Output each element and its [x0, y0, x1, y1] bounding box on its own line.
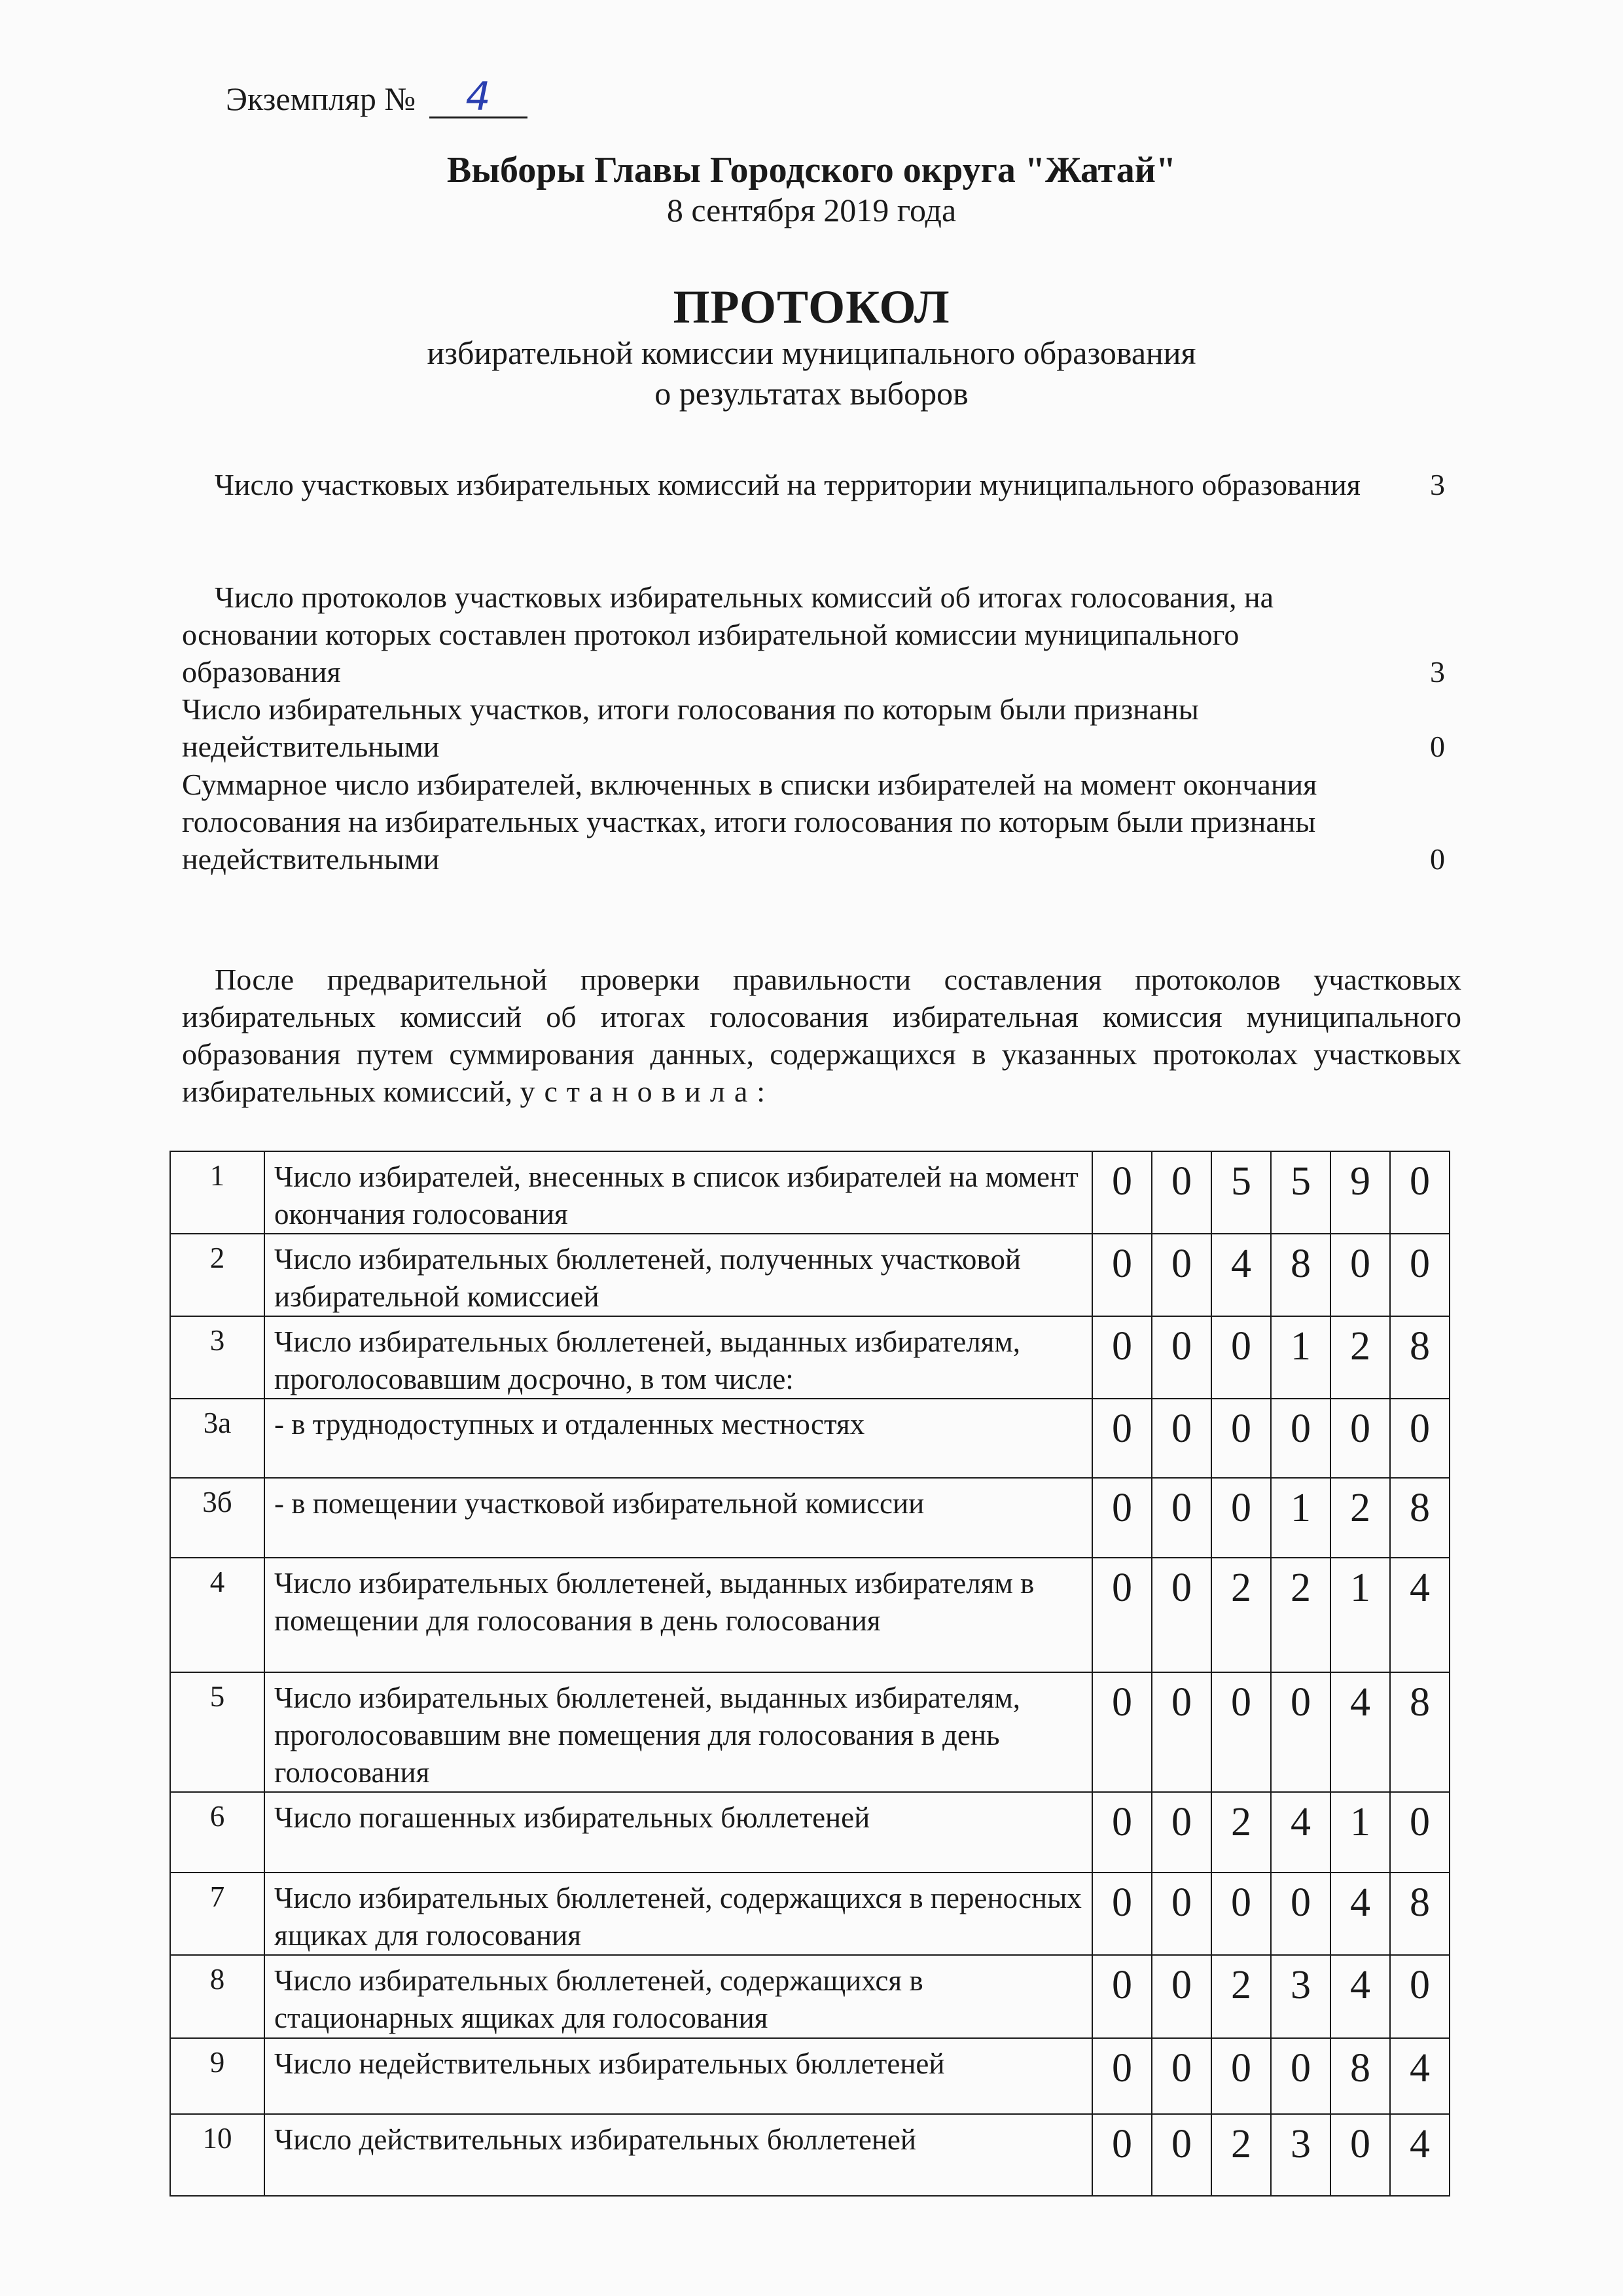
digit-cell: 0 [1390, 1151, 1450, 1234]
results-table [169, 1151, 1450, 2197]
digit-cell: 0 [1152, 1672, 1211, 1792]
digit-cell: 8 [1330, 2038, 1390, 2114]
digit-cell: 1 [1330, 1792, 1390, 1873]
digit-cell: 9 [1330, 1151, 1390, 1234]
row-label: Число избирателей, внесенных в список избирателей на момент окончания голосования [264, 1151, 1092, 1234]
digit-cell: 0 [1092, 2038, 1152, 2114]
document-subtitle-line-1: избирательной комиссии муниципального образования [427, 334, 1196, 371]
row-number: 3а [170, 1399, 264, 1478]
digit-cell: 0 [1092, 1672, 1152, 1792]
digit-cell: 0 [1152, 1399, 1211, 1478]
digit-cell: 0 [1092, 1792, 1152, 1873]
digit-cell: 2 [1211, 2114, 1271, 2196]
row-number: 2 [170, 1234, 264, 1316]
row-number: 10 [170, 2114, 264, 2196]
digit-cell: 2 [1330, 1316, 1390, 1399]
row-number: 3 [170, 1316, 264, 1399]
digit-cell: 5 [1211, 1151, 1271, 1234]
stat-text: Число протоколов участковых избирательных комиссий об итогах голосования, на основании которых составлен протокол избирательной комиссии муниципального образования [182, 581, 1274, 689]
digit-cell: 0 [1092, 1478, 1152, 1558]
election-date: 8 сентября 2019 года [666, 192, 957, 228]
digit-cell: 8 [1390, 1672, 1450, 1792]
table-row [170, 1873, 1450, 1955]
row-label: Число погашенных избирательных бюллетеней [264, 1792, 1092, 1873]
digit-cell: 0 [1211, 1316, 1271, 1399]
digit-cell: 0 [1152, 1151, 1211, 1234]
table-row [170, 1558, 1450, 1672]
digit-cell: 0 [1330, 1399, 1390, 1478]
row-label: Число действительных избирательных бюллетеней [264, 2114, 1092, 2196]
copy-number-line [226, 74, 527, 120]
digit-cell: 0 [1152, 1955, 1211, 2038]
stat-value: 3 [1430, 468, 1445, 501]
digit-cell: 0 [1211, 1478, 1271, 1558]
digit-cell: 8 [1271, 1234, 1330, 1316]
digit-cell: 5 [1271, 1151, 1330, 1234]
digit-cell: 0 [1211, 1399, 1271, 1478]
digit-cell: 2 [1330, 1478, 1390, 1558]
digit-cell: 4 [1390, 1558, 1450, 1672]
digit-cell: 0 [1211, 1672, 1271, 1792]
row-label: - в труднодоступных и отдаленных местностях [264, 1399, 1092, 1478]
row-label: Число избирательных бюллетеней, выданных избирателям, проголосовавшим досрочно, в том числе: [264, 1316, 1092, 1399]
row-number: 7 [170, 1873, 264, 1955]
digit-cell: 0 [1152, 1478, 1211, 1558]
digit-cell: 0 [1092, 2114, 1152, 2196]
digit-cell: 0 [1330, 2114, 1390, 2196]
digit-cell: 0 [1152, 2114, 1211, 2196]
stat-text: Суммарное число избирателей, включенных в списки избирателей на момент окончания голосования на избирательных участках, итоги голосования по которым были признаны недействительными [182, 768, 1317, 876]
digit-cell: 4 [1390, 2114, 1450, 2196]
row-label: Число избирательных бюллетеней, выданных избирателям, проголосовавшим вне помещения для голосования в день голосования [264, 1672, 1092, 1792]
digit-cell: 4 [1330, 1955, 1390, 2038]
digit-cell: 0 [1092, 1558, 1152, 1672]
stat-text: Число участковых избирательных комиссий на территории муниципального образования [215, 468, 1361, 501]
row-number: 9 [170, 2038, 264, 2114]
digit-cell: 0 [1152, 1234, 1211, 1316]
table-row [170, 1672, 1450, 1792]
digit-cell: 8 [1390, 1873, 1450, 1955]
digit-cell: 2 [1211, 1792, 1271, 1873]
digit-cell: 2 [1271, 1558, 1330, 1672]
digit-cell: 0 [1092, 1873, 1152, 1955]
row-label: Число избирательных бюллетеней, содержащихся в стационарных ящиках для голосования [264, 1955, 1092, 2038]
digit-cell: 8 [1390, 1316, 1450, 1399]
digit-cell: 0 [1152, 2038, 1211, 2114]
table-row [170, 1955, 1450, 2038]
intro-verb: установила: [520, 1075, 775, 1108]
digit-cell: 0 [1152, 1558, 1211, 1672]
election-title: Выборы Главы Городского округа "Жатай" [446, 150, 1177, 190]
digit-cell: 4 [1330, 1873, 1390, 1955]
digit-cell: 0 [1152, 1316, 1211, 1399]
digit-cell: 4 [1211, 1234, 1271, 1316]
table-row [170, 1316, 1450, 1399]
digit-cell: 0 [1092, 1399, 1152, 1478]
digit-cell: 0 [1092, 1234, 1152, 1316]
digit-cell: 2 [1211, 1558, 1271, 1672]
row-number: 3б [170, 1478, 264, 1558]
table-row [170, 1399, 1450, 1478]
stat-value: 0 [1430, 730, 1445, 763]
row-label: Число недействительных избирательных бюллетеней [264, 2038, 1092, 2114]
table-row [170, 1234, 1450, 1316]
stat-value: 3 [1430, 655, 1445, 689]
intro-text: После предварительной проверки правильности составления протоколов участковых избирательных комиссий об итогах голосования избирательная комиссия муниципального образования путем суммирования данных, содержащихся в указанных протоколах участковых избирательных комиссий, [182, 963, 1461, 1108]
intro-paragraph [182, 961, 1461, 1110]
digit-cell: 0 [1092, 1151, 1152, 1234]
stat-protocols-count [182, 579, 1445, 691]
table-row [170, 2114, 1450, 2196]
row-number: 8 [170, 1955, 264, 2038]
stat-text: Число избирательных участков, итоги голосования по которым были признаны недействительными [182, 692, 1199, 763]
row-number: 5 [170, 1672, 264, 1792]
table-row [170, 1151, 1450, 1234]
table-row [170, 2038, 1450, 2114]
row-label: Число избирательных бюллетеней, полученных участковой избирательной комиссией [264, 1234, 1092, 1316]
digit-cell: 3 [1271, 1955, 1330, 2038]
digit-cell: 0 [1092, 1955, 1152, 2038]
digit-cell: 8 [1390, 1478, 1450, 1558]
digit-cell: 0 [1152, 1873, 1211, 1955]
digit-cell: 0 [1092, 1316, 1152, 1399]
digit-cell: 0 [1390, 1792, 1450, 1873]
table-row [170, 1792, 1450, 1873]
digit-cell: 2 [1211, 1955, 1271, 2038]
stat-invalid-voters [182, 766, 1445, 878]
row-label: Число избирательных бюллетеней, выданных избирателям в помещении для голосования в день голосования [264, 1558, 1092, 1672]
digit-cell: 0 [1271, 1873, 1330, 1955]
digit-cell: 4 [1271, 1792, 1330, 1873]
document-subtitle-line-2: о результатах выборов [654, 375, 969, 412]
digit-cell: 3 [1271, 2114, 1330, 2196]
stat-value: 0 [1430, 842, 1445, 876]
digit-cell: 0 [1390, 1399, 1450, 1478]
digit-cell: 0 [1271, 1399, 1330, 1478]
digit-cell: 0 [1211, 1873, 1271, 1955]
stat-commissions-count [182, 466, 1445, 503]
digit-cell: 4 [1330, 1672, 1390, 1792]
document-title: ПРОТОКОЛ [673, 281, 950, 333]
digit-cell: 1 [1271, 1478, 1330, 1558]
digit-cell: 0 [1271, 1672, 1330, 1792]
copy-number-handwritten: 4 [429, 77, 527, 118]
digit-cell: 1 [1330, 1558, 1390, 1672]
stat-invalid-precincts [182, 691, 1445, 765]
row-label: - в помещении участковой избирательной комиссии [264, 1478, 1092, 1558]
row-number: 6 [170, 1792, 264, 1873]
digit-cell: 0 [1152, 1792, 1211, 1873]
row-number: 4 [170, 1558, 264, 1672]
digit-cell: 0 [1390, 1955, 1450, 2038]
row-number: 1 [170, 1151, 264, 1234]
digit-cell: 0 [1211, 2038, 1271, 2114]
digit-cell: 0 [1271, 2038, 1330, 2114]
digit-cell: 0 [1330, 1234, 1390, 1316]
copy-label: Экземпляр № [226, 81, 416, 117]
digit-cell: 4 [1390, 2038, 1450, 2114]
table-row [170, 1478, 1450, 1558]
digit-cell: 1 [1271, 1316, 1330, 1399]
digit-cell: 0 [1390, 1234, 1450, 1316]
row-label: Число избирательных бюллетеней, содержащихся в переносных ящиках для голосования [264, 1873, 1092, 1955]
